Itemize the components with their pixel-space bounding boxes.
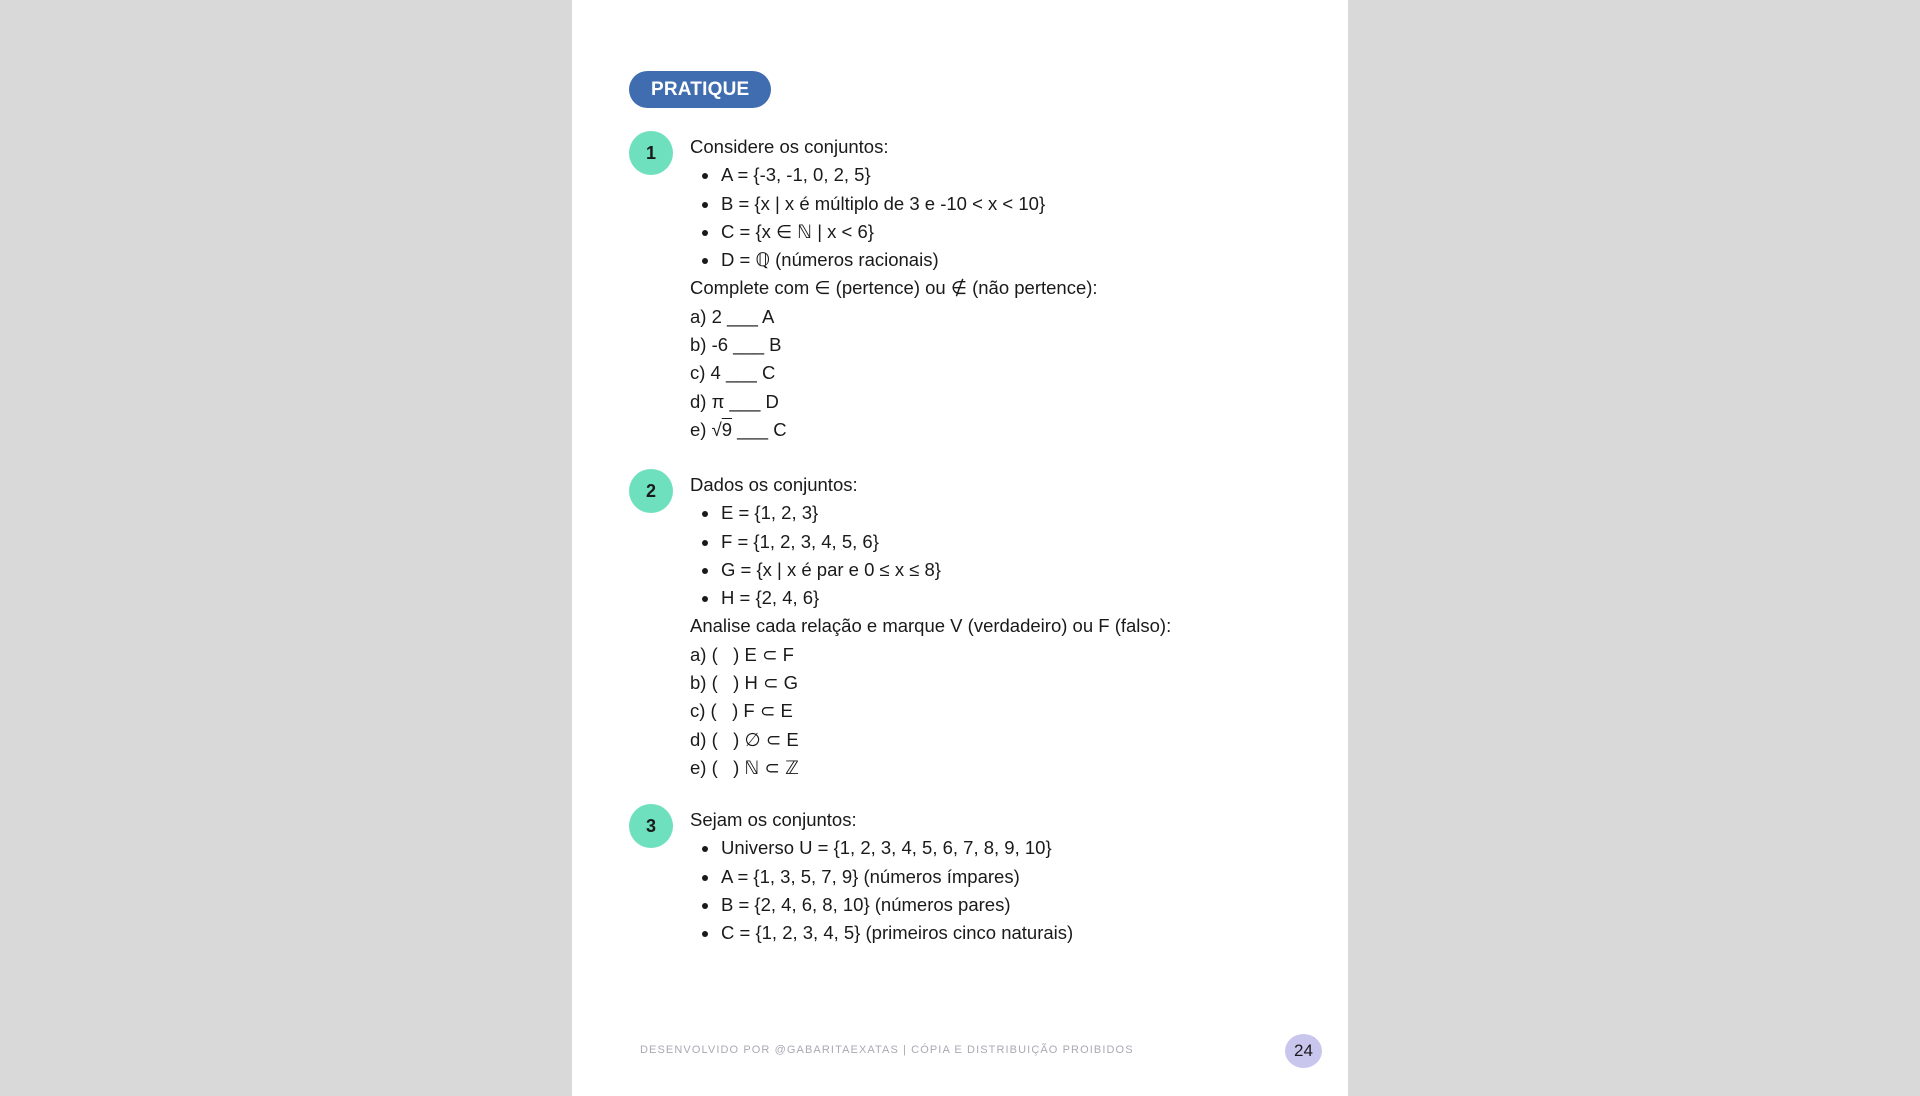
set-definition: E = {1, 2, 3} [690,499,1310,527]
set-definition: C = {1, 2, 3, 4, 5} (primeiros cinco naturais) [690,919,1310,947]
set-definition: A = {-3, -1, 0, 2, 5} [690,161,1310,189]
exercise-instruction: Analise cada relação e marque V (verdadeiro) ou F (falso): [690,615,1172,637]
sqrt-prefix: e) √ [690,418,722,440]
exercise-item: b) ( ) H ⊂ G [690,672,799,694]
sqrt-radicand: 9 [721,418,733,440]
exercise-content [690,471,1310,782]
section-badge: PRATIQUE [629,71,771,108]
exercise-item: a) 2 ___ A [690,305,775,327]
exercise-item: d) ( ) ∅ ⊂ E [690,728,799,750]
page-number: 24 [1285,1034,1322,1068]
document-page [572,0,1348,1096]
set-definition: C = {x ∈ ℕ | x < 6} [690,218,1310,246]
exercise-intro: Considere os conjuntos: [690,136,889,157]
set-definition: B = {2, 4, 6, 8, 10} (números pares) [690,891,1310,919]
set-definition: B = {x | x é múltiplo de 3 e -10 < x < 10} [690,190,1310,218]
exercise-item: a) ( ) E ⊂ F [690,643,794,665]
exercise-number-badge: 2 [629,469,673,513]
exercise-item: e) ( ) ℕ ⊂ ℤ [690,756,799,778]
exercise-instruction: Complete com ∈ (pertence) ou ∉ (não pertence): [690,277,1098,299]
exercise-intro: Sejam os conjuntos: [690,809,857,830]
set-definition: Universo U = {1, 2, 3, 4, 5, 6, 7, 8, 9, 10} [690,834,1310,862]
exercise-item: c) 4 ___ C [690,362,776,384]
item-suffix: ___ C [732,418,787,440]
exercise-number-badge: 3 [629,804,673,848]
set-definition: H = {2, 4, 6} [690,584,1310,612]
set-definition: F = {1, 2, 3, 4, 5, 6} [690,528,1310,556]
exercise-content [690,806,1310,947]
set-definition: G = {x | x é par e 0 ≤ x ≤ 8} [690,556,1310,584]
set-definition: A = {1, 3, 5, 7, 9} (números ímpares) [690,863,1310,891]
exercise-item: c) ( ) F ⊂ E [690,700,793,722]
exercise-content [690,133,1310,444]
footer-credit: DESENVOLVIDO POR @GABARITAEXATAS | CÓPIA E DISTRIBUIÇÃO PROIBIDOS [640,1044,1134,1056]
exercise-item: b) -6 ___ B [690,334,782,356]
exercise-item: d) π ___ D [690,390,779,412]
set-definition: D = ℚ (números racionais) [690,246,1310,274]
exercise-item [690,416,1310,444]
exercise-number-badge: 1 [629,131,673,175]
exercise-intro: Dados os conjuntos: [690,474,858,495]
